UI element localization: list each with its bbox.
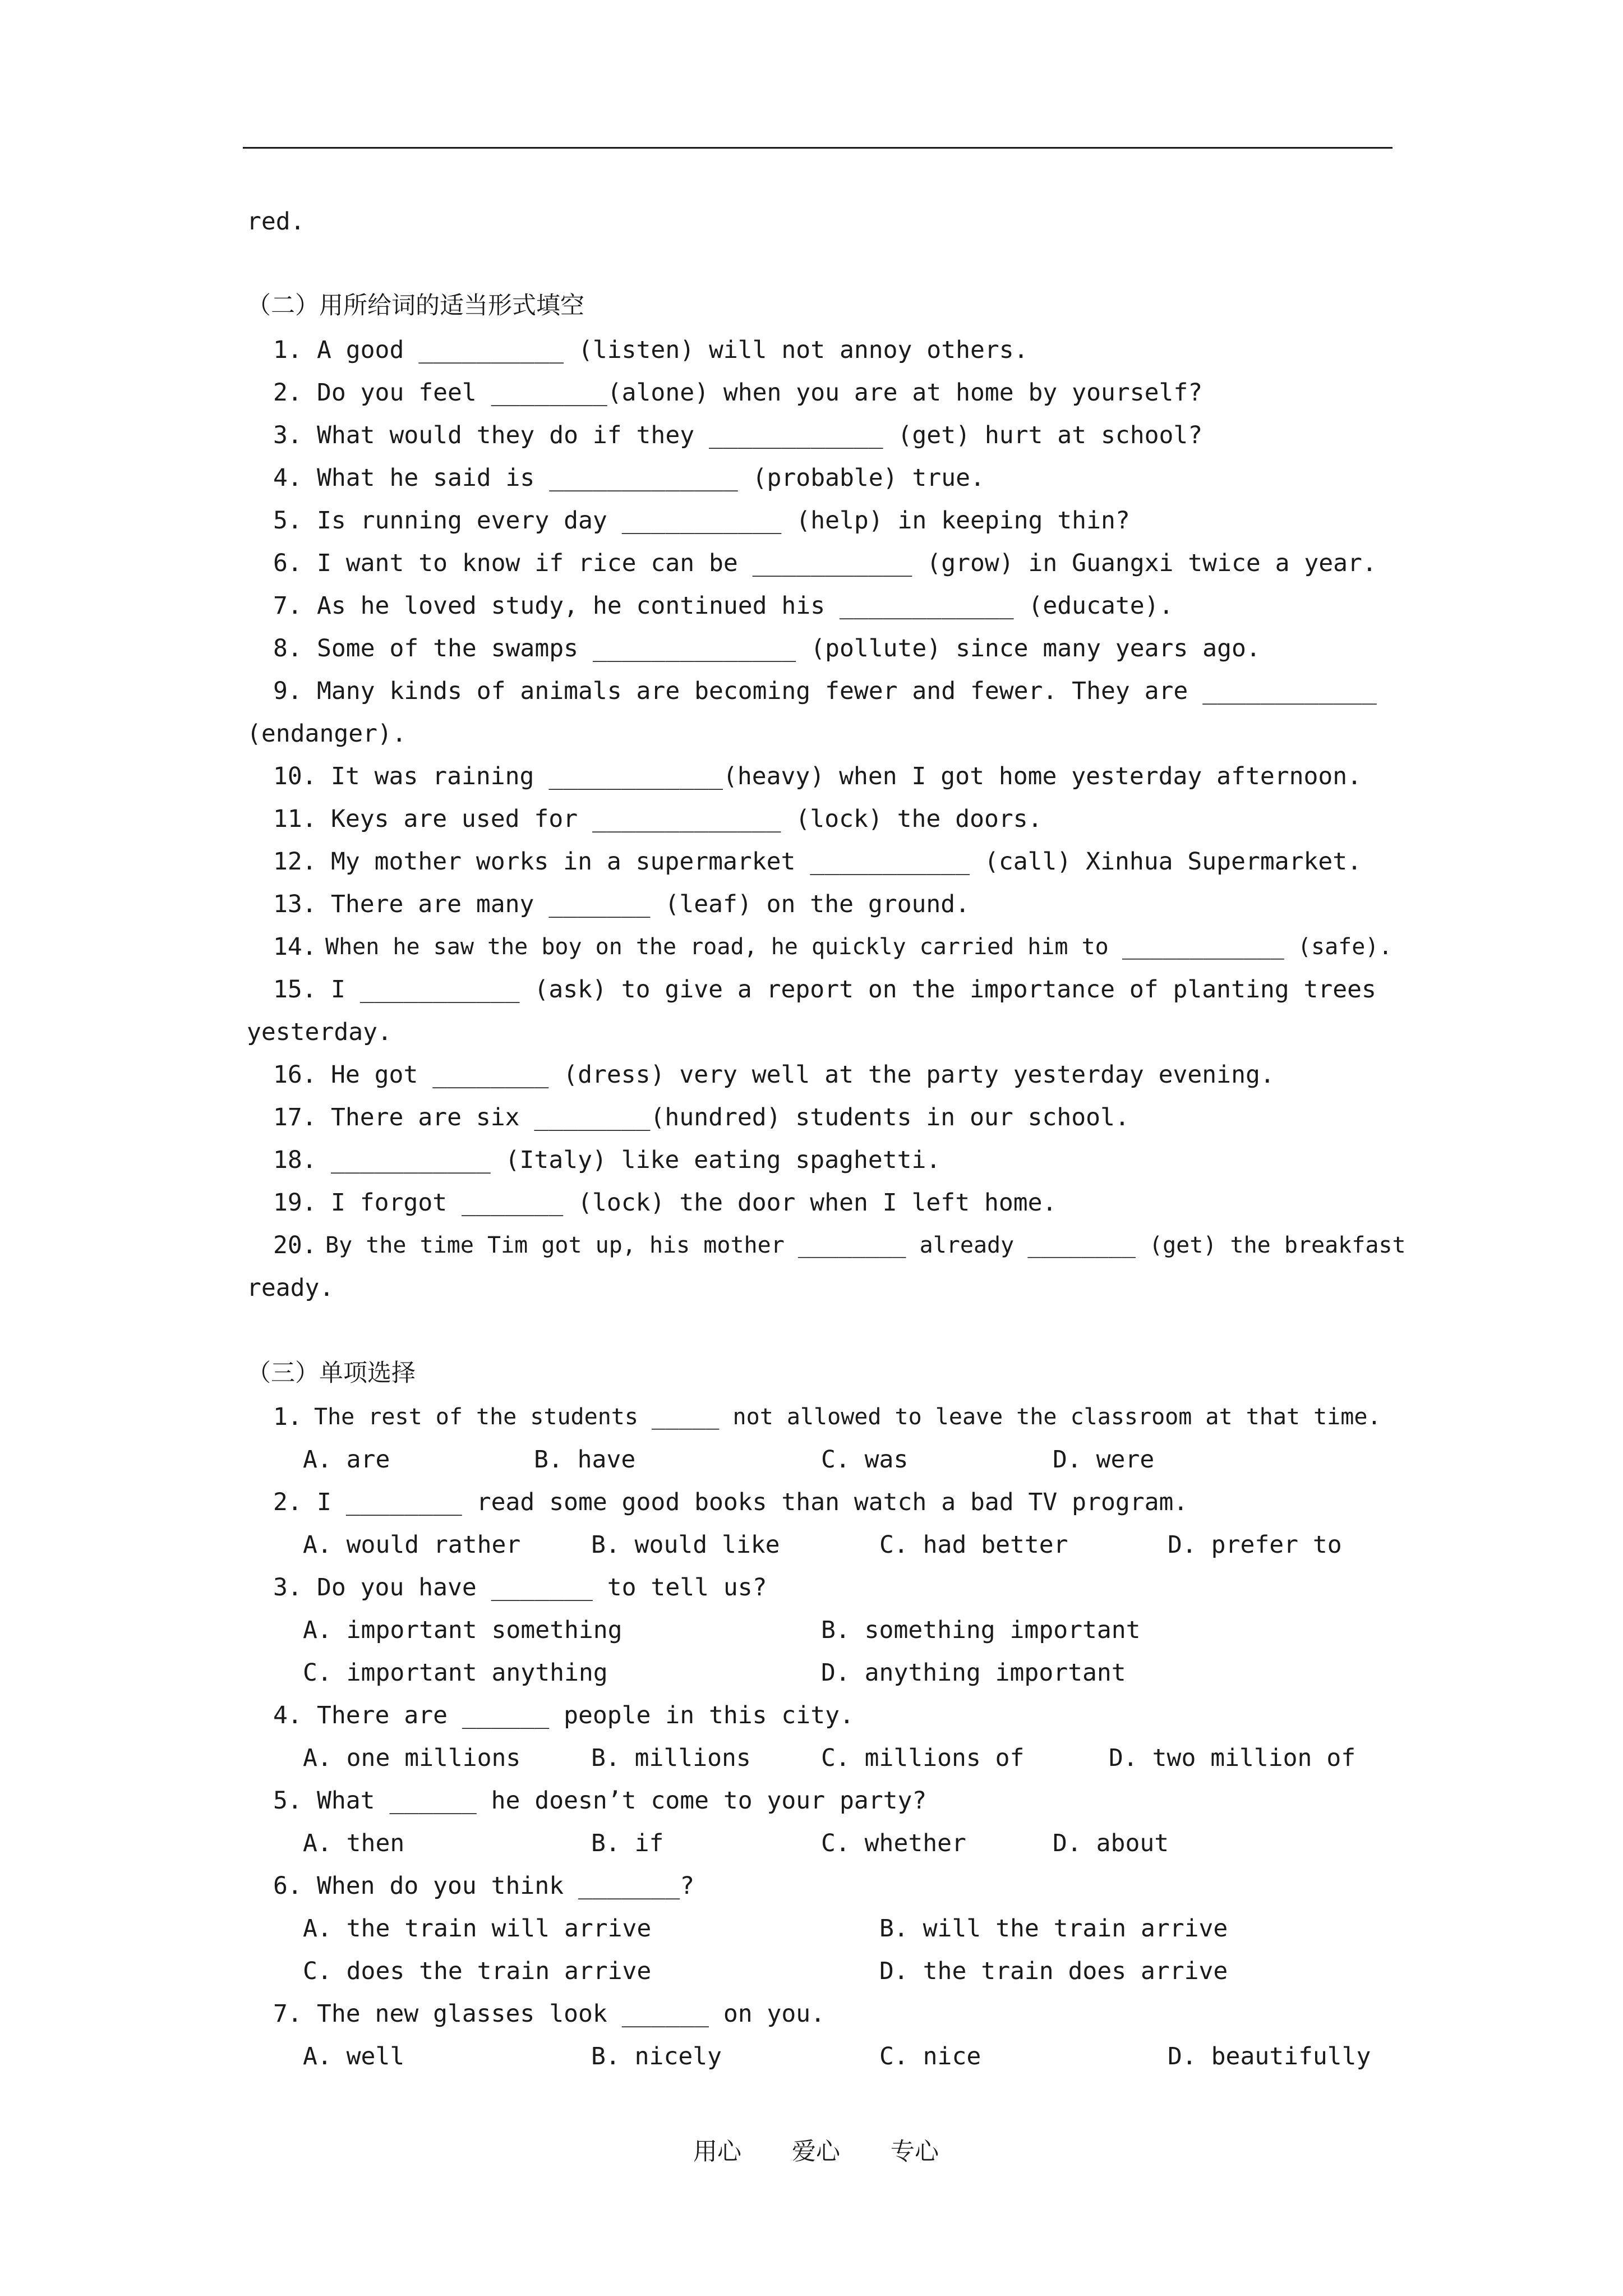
exercise-text: When he saw the boy on the road, he quickly carried him to ____________ (safe). [325,934,1393,960]
option: B. something important [821,1616,1141,1644]
exercise-number: 12. [273,848,317,876]
option: C. nice [879,2042,981,2070]
exercise-text: There are many _______ (leaf) on the ground. [331,890,970,918]
option: D. the train does arrive [879,1957,1228,1985]
exercise-text: ___________ (Italy) like eating spaghetti. [331,1146,941,1174]
exercise-number: 6. [273,549,302,577]
exercise-number: 16. [273,1061,317,1089]
footer-text: 爱心 [792,2138,840,2166]
exercise-number: 5. [273,507,302,535]
question-number: 4. [273,1701,302,1729]
exercise-number: 19. [273,1189,317,1217]
option: A. the train will arrive [303,1915,652,1943]
option: B. millions [591,1744,751,1772]
question-number: 2. [273,1488,302,1516]
header-rule [243,147,1393,149]
exercise-text: I ___________ (ask) to give a report on the importance of planting trees [331,976,1376,1004]
exercise-text: He got ________ (dress) very well at the party yesterday evening. [331,1061,1275,1089]
option: D. were [1053,1446,1155,1474]
question-text: I ________ read some good books than watch a bad TV program. [317,1488,1188,1516]
exercise-text: My mother works in a supermarket ___________ (call) Xinhua Supermarket. [331,848,1362,876]
exercise-number: 2. [273,379,302,407]
exercise-text: There are six ________(hundred) students in our school. [331,1103,1129,1131]
exercise-number: 14. [273,933,317,961]
option: A. would rather [303,1531,521,1559]
option: D. prefer to [1168,1531,1342,1559]
question-number: 5. [273,1787,302,1815]
footer-text: 用心 [693,2138,741,2166]
exercise-text: Is running every day ___________ (help) in keeping thin? [317,507,1130,535]
question-text: What ______ he doesn’t come to your party? [317,1787,927,1815]
option: A. one millions [303,1744,521,1772]
question-number: 7. [273,2000,302,2028]
question-number: 3. [273,1573,302,1602]
exercise-number: 7. [273,592,302,620]
exercise-text: As he loved study, he continued his ____________ (educate). [317,592,1174,620]
exercise-number: 10. [273,762,317,790]
section-heading: （二）用所给词的适当形式填空 [247,292,584,320]
exercise-number: 13. [273,890,317,918]
exercise-text-continuation: ready. [247,1274,334,1302]
question-text: When do you think _______? [317,1872,695,1900]
question-text: There are ______ people in this city. [317,1701,854,1729]
option: C. does the train arrive [303,1957,652,1985]
option: C. was [821,1446,909,1474]
option: A. then [303,1829,405,1857]
continuation-text: red. [247,208,305,236]
option: B. will the train arrive [879,1915,1228,1943]
exercise-text: What he said is _____________ (probable) true. [317,464,985,492]
exercise-number: 8. [273,634,302,662]
footer-text: 专心 [891,2138,939,2166]
exercise-text: I forgot _______ (lock) the door when I left home. [331,1189,1057,1217]
option: B. if [591,1829,664,1857]
section-heading: （三）单项选择 [247,1359,416,1387]
option: C. had better [879,1531,1068,1559]
exercise-text: Some of the swamps ______________ (pollute) since many years ago. [317,634,1261,662]
exercise-number: 9. [273,677,302,705]
option: D. anything important [821,1659,1126,1687]
exercise-text: Keys are used for _____________ (lock) the doors. [331,805,1043,833]
exercise-number: 11. [273,805,317,833]
question-number: 6. [273,1872,302,1900]
exercise-number: 1. [273,336,302,364]
exercise-text: What would they do if they ____________ (get) hurt at school? [317,421,1203,449]
option: C. millions of [821,1744,1025,1772]
option: A. are [303,1446,390,1474]
exercise-number: 18. [273,1146,317,1174]
exercise-text: A good __________ (listen) will not annoy others. [317,336,1029,364]
exercise-number: 15. [273,976,317,1004]
exercise-text: Many kinds of animals are becoming fewer and fewer. They are ____________ [317,677,1377,705]
question-text: The new glasses look ______ on you. [317,2000,826,2028]
option: B. would like [591,1531,780,1559]
question-text: Do you have _______ to tell us? [317,1573,767,1602]
option: C. whether [821,1829,966,1857]
exercise-text: It was raining ____________(heavy) when I got home yesterday afternoon. [331,762,1362,790]
exercise-text-continuation: (endanger). [247,720,407,748]
question-text: The rest of the students _____ not allowed to leave the classroom at that time. [314,1404,1381,1430]
option: B. nicely [591,2042,722,2070]
exercise-text: Do you feel ________(alone) when you are at home by yourself? [317,379,1203,407]
option: D. beautifully [1168,2042,1371,2070]
question-number: 1. [273,1403,302,1431]
option: D. two million of [1109,1744,1356,1772]
exercise-text-continuation: yesterday. [247,1018,392,1046]
exercise-number: 3. [273,421,302,449]
option: D. about [1053,1829,1169,1857]
exercise-text: I want to know if rice can be ___________ (grow) in Guangxi twice a year. [317,549,1377,577]
option: A. well [303,2042,405,2070]
option: C. important anything [303,1659,608,1687]
option: B. have [534,1446,636,1474]
exercise-text: By the time Tim got up, his mother ________ already ________ (get) the breakfast [325,1232,1406,1258]
exercise-number: 20. [273,1231,317,1259]
exercise-number: 4. [273,464,302,492]
exercise-number: 17. [273,1103,317,1131]
option: A. important something [303,1616,623,1644]
